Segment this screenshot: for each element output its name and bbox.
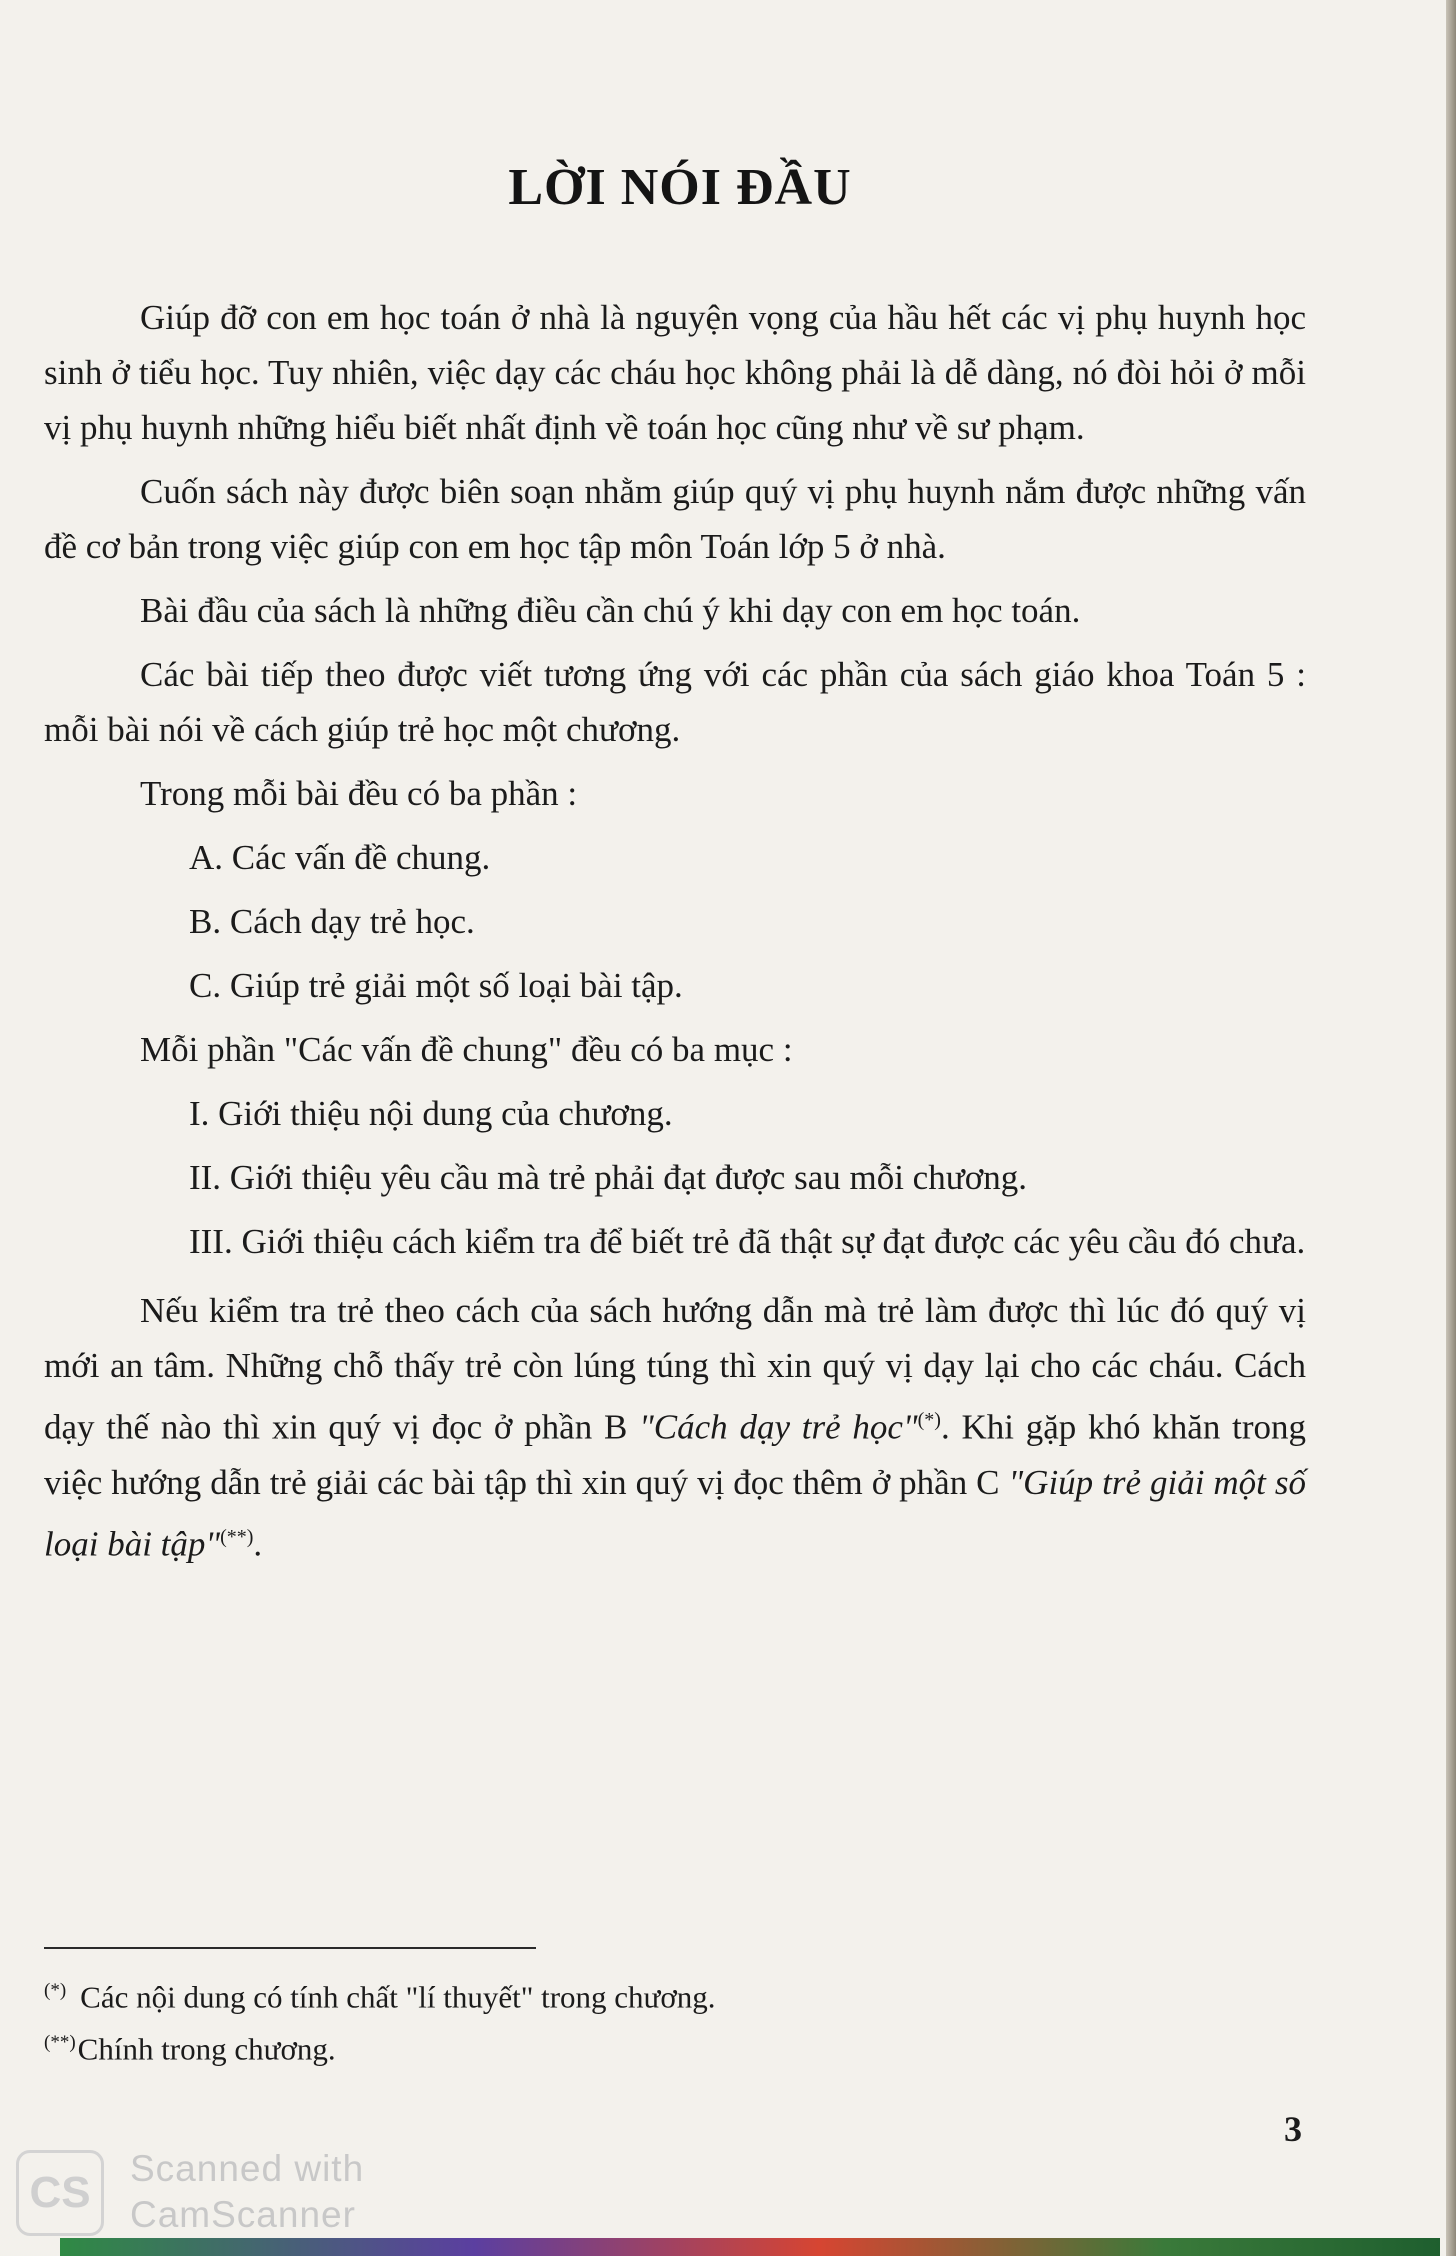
page-title: LỜI NÓI ĐẦU	[508, 159, 852, 216]
reference-part-b: "Cách dạy trẻ học"	[639, 1407, 918, 1447]
paragraph-5: Trong mỗi bài đều có ba phần :	[140, 774, 578, 813]
paragraph-2: Cuốn sách này được biên soạn nhằm giúp quý vị phụ huynh nắm được những vấn đề cơ bản trong việc giúp con em học tập môn Toán lớp 5 ở nhà.	[44, 472, 1306, 566]
part-b: B. Cách dạy trẻ học.	[189, 902, 475, 941]
reference-part-c: "Giúp trẻ giải một số loại bài tập"	[44, 1462, 1306, 1564]
section-i: I. Giới thiệu nội dung của chương.	[189, 1094, 673, 1133]
part-c: C. Giúp trẻ giải một số loại bài tập.	[189, 966, 683, 1005]
footnotes	[44, 1968, 1244, 2073]
footnote-2-text: Chính trong chương.	[77, 2031, 336, 2067]
footnote-1-text: Các nội dung có tính chất "lí thuyết" trong chương.	[80, 1979, 716, 2015]
paragraph-4: Các bài tiếp theo được viết tương ứng với các phần của sách giáo khoa Toán 5 : mỗi bài nói về cách giúp trẻ học một chương.	[44, 655, 1306, 749]
watermark-line-1: Scanned with	[130, 2148, 365, 2189]
footnote-divider	[44, 1947, 536, 1949]
section-ii: II. Giới thiệu yêu cầu mà trẻ phải đạt được sau mỗi chương.	[189, 1158, 1027, 1197]
cover-edge-bottom	[60, 2238, 1440, 2256]
watermark-line-2: CamScanner	[130, 2194, 356, 2235]
part-a: A. Các vấn đề chung.	[189, 838, 491, 877]
footnote-ref-1: (*)	[917, 1409, 941, 1431]
page-edge-right	[1446, 0, 1456, 2256]
page-number: 3	[1284, 2109, 1302, 2149]
closing-text-1: Nếu kiểm tra trẻ theo cách của sách hướng dẫn mà trẻ làm được thì lúc đó quý vị mới an tâm. Những chỗ thấy trẻ còn lúng túng thì xin quý vị dạy lại cho các cháu. Cách dạy thế nào thì xin quý vị đọc ở phần B	[44, 1291, 1306, 1447]
footnote-2-mark: (**)	[44, 2032, 76, 2054]
body-text	[44, 290, 1306, 1580]
section-iii: III. Giới thiệu cách kiểm tra để biết trẻ đã thật sự đạt được các yêu cầu đó chưa.	[189, 1222, 1306, 1261]
footnote-1	[44, 1968, 1244, 2020]
sections-intro: Mỗi phần "Các vấn đề chung" đều có ba mục :	[140, 1030, 793, 1069]
paragraph-3: Bài đầu của sách là những điều cần chú ý khi dạy con em học toán.	[140, 591, 1081, 630]
camscanner-logo-icon: CS	[16, 2150, 104, 2236]
closing-text-3: .	[253, 1524, 263, 1564]
closing-paragraph	[44, 1283, 1306, 1571]
footnote-2	[44, 2020, 1244, 2072]
paragraph-1: Giúp đỡ con em học toán ở nhà là nguyện vọng của hầu hết các vị phụ huynh học sinh ở tiểu học. Tuy nhiên, việc dạy các cháu học không phải là dễ dàng, nó đòi hỏi ở mỗi vị phụ huynh những hiểu biết nhất định về toán học cũng như về sư phạm.	[44, 298, 1306, 447]
camscanner-watermark	[130, 2146, 364, 2238]
footnote-ref-2: (**)	[220, 1525, 254, 1548]
footnote-1-mark: (*)	[44, 1980, 67, 2001]
closing-text-2: . Khi gặp khó khăn trong việc hướng dẫn trẻ giải các bài tập thì xin quý vị đọc thêm ở phần C	[44, 1407, 1306, 1502]
